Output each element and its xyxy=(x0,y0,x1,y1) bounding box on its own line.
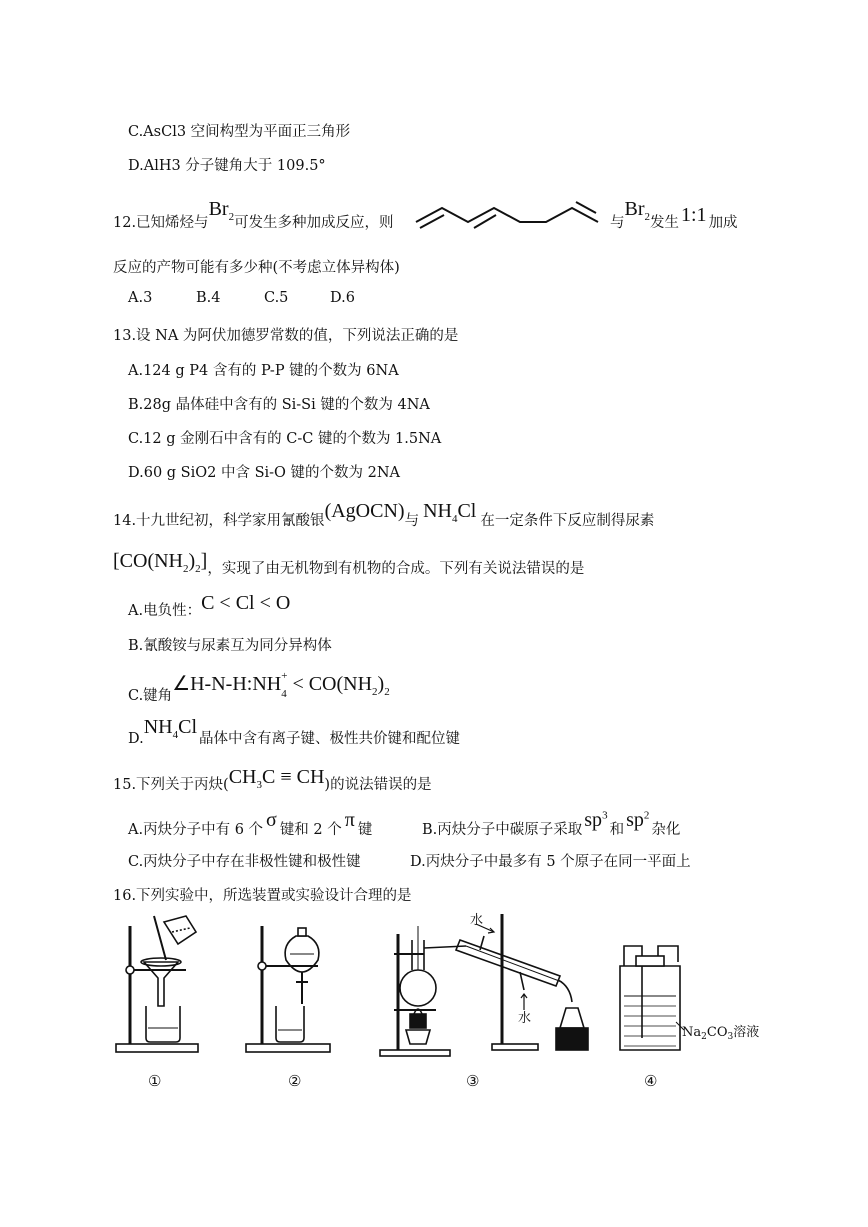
q15-stem xyxy=(113,766,432,797)
apparatus-figure xyxy=(100,910,790,1100)
stand-base-3b xyxy=(492,1044,538,1050)
q12-stem-c: 与 xyxy=(610,215,625,231)
q15-option-c: C.丙炔分子中存在非极性键和极性键 xyxy=(128,854,361,870)
q14-option-d-formula-tail: Cl xyxy=(178,716,198,738)
q15-sp3-a: sp xyxy=(584,809,603,831)
q14-option-c-formula-c: ) xyxy=(377,673,385,695)
q14-option-c xyxy=(128,670,390,709)
label-3: ③ xyxy=(466,1072,480,1090)
lamp-body xyxy=(406,1030,430,1044)
wash-bottle xyxy=(620,966,680,1050)
q14-option-c-sup: + xyxy=(281,670,288,683)
beaker-2 xyxy=(276,1006,304,1042)
q11-option-c: C.AsCl3 空间构型为平面正三角形 xyxy=(128,124,351,140)
q15-sp2 xyxy=(626,809,649,831)
q14-option-c-formula-a: ∠H-N-H:NH xyxy=(172,673,282,695)
distilling-flask xyxy=(400,970,436,1006)
q14-option-a-label: A.电负性： xyxy=(128,603,202,619)
label-4: ④ xyxy=(644,1072,658,1090)
q14-option-d xyxy=(128,716,461,751)
q15-option-a xyxy=(128,809,373,840)
q14-option-b: B.氰酸铵与尿素互为同分异构体 xyxy=(128,638,332,654)
q15-stem-b: )的说法错误的是 xyxy=(324,777,432,793)
q12-stem-a: 12.已知烯烃与 xyxy=(113,215,209,231)
q15-sp2-a: sp xyxy=(626,809,644,831)
na2co3-tail: 溶液 xyxy=(733,1025,760,1040)
q15-pi: π xyxy=(344,809,355,831)
q15-sp3 xyxy=(584,809,607,831)
q12-br2-b-sub: 2 xyxy=(644,211,650,223)
water-label-top: 水 xyxy=(470,913,484,928)
na2co3-a: Na xyxy=(682,1025,702,1040)
stand-base-3a xyxy=(380,1050,450,1056)
apparatus-2-separation xyxy=(246,926,330,1052)
q12-br2 xyxy=(208,198,235,223)
q14-option-c-formula-b: < CO(NH xyxy=(287,673,373,695)
side-arm xyxy=(424,946,466,948)
q14-option-c-sub2: 2 xyxy=(372,686,378,698)
q15-option-b-b: 和 xyxy=(609,822,625,838)
beaker-1 xyxy=(146,1006,180,1042)
q14-option-d-formula xyxy=(143,716,198,741)
q14-urea xyxy=(113,550,208,575)
q12-option-b: B.4 xyxy=(196,290,221,306)
q14-urea-sub2: 2 xyxy=(195,563,201,575)
q15-formula xyxy=(228,766,325,791)
q12-option-a: A.3 xyxy=(128,290,153,306)
q14-option-c-label: C.键角 xyxy=(128,688,173,704)
q12-br2-symbol: Br xyxy=(208,198,229,220)
label-1: ① xyxy=(148,1072,162,1090)
funnel-1 xyxy=(144,962,178,1006)
apparatus-3-distillation xyxy=(380,914,588,1056)
q14-urea-a: [CO(NH xyxy=(113,550,183,572)
q14-nh4cl-tail: Cl xyxy=(457,500,477,522)
q12-stem xyxy=(113,198,394,235)
q15-sp2-sup: 2 xyxy=(643,809,650,822)
alcohol-lamp xyxy=(410,1014,426,1028)
q13-option-a: A.124 g P4 含有的 P-P 键的个数为 6NA xyxy=(128,363,399,379)
q15-formula-sub: 3 xyxy=(256,779,263,791)
q12-stem-tail xyxy=(610,198,738,235)
q15-option-a-b: 键和 2 个 xyxy=(279,822,342,838)
q14-option-d-formula-sub: 4 xyxy=(172,729,179,741)
solution-lines xyxy=(624,1006,676,1046)
q12-options xyxy=(128,290,355,306)
label-2: ② xyxy=(288,1072,302,1090)
receiving-flask xyxy=(560,1008,584,1028)
apparatus-4-gas-washing xyxy=(620,946,684,1050)
q14-option-d-formula-a: NH xyxy=(143,716,173,738)
q14-option-d-text: 晶体中含有离子键、极性共价键和配位键 xyxy=(199,731,461,747)
q14-urea-end: ] xyxy=(200,550,208,572)
q15-option-b xyxy=(422,809,681,840)
water-label-bottom: 水 xyxy=(518,1011,532,1026)
q14-option-d-label: D. xyxy=(128,731,144,747)
q12-br2-b-symbol: Br xyxy=(624,198,645,220)
q15-stem-a: 15.下列关于丙炔( xyxy=(113,777,229,793)
na2co3-mid: CO xyxy=(706,1025,728,1040)
q15-option-b-c: 杂化 xyxy=(651,822,681,838)
octatriene-structure xyxy=(412,198,608,232)
na2co3-sub2: 3 xyxy=(727,1032,734,1042)
na2co3-label xyxy=(682,1024,759,1042)
receiving-block xyxy=(556,1028,588,1050)
q15-option-a-c: 键 xyxy=(357,822,373,838)
q15-formula-a: CH xyxy=(228,766,257,788)
pour-liquid-1 xyxy=(172,928,190,932)
q15-sp3-sup: 3 xyxy=(602,809,608,822)
q13-option-d: D.60 g SiO2 中含 Si-O 键的个数为 2NA xyxy=(128,465,401,481)
q12-stem-b: 可发生多种加成反应，则 xyxy=(234,215,394,231)
condenser xyxy=(456,940,560,986)
wash-bottle-stopper xyxy=(636,956,664,966)
q15-option-a-a: A.丙炔分子中有 6 个 xyxy=(128,822,264,838)
condenser-inner xyxy=(466,946,562,982)
q12-br2-b xyxy=(624,198,651,223)
q14-option-a-formula: C < Cl < O xyxy=(201,592,291,614)
q12-line2: 反应的产物可能有多少种(不考虑立体异构体) xyxy=(113,260,400,276)
q13-option-b: B.28g 晶体硅中含有的 Si-Si 键的个数为 4NA xyxy=(128,397,430,413)
q12-option-c: C.5 xyxy=(264,290,289,306)
q12-stem-d: 发生 xyxy=(650,215,679,231)
q11-option-d: D.AlH3 分子键角大于 109.5° xyxy=(128,158,326,174)
q14-stem-b: 与 xyxy=(404,513,420,529)
q14-nh4cl-sub: 4 xyxy=(451,513,458,525)
apparatus-1-filtration xyxy=(116,916,198,1052)
q14-stem-line2 xyxy=(113,550,585,581)
q12-option-d: D.6 xyxy=(330,290,355,306)
q14-stem xyxy=(113,500,655,533)
q12-stem-e: 加成 xyxy=(708,215,738,231)
q14-stem-c: 在一定条件下反应制得尿素 xyxy=(480,513,655,529)
q16-stem: 16.下列实验中，所选装置或实验设计合理的是 xyxy=(113,888,412,904)
stand-base-1 xyxy=(116,1044,198,1052)
adapter xyxy=(558,980,572,1002)
sep-funnel-stopper xyxy=(298,928,306,936)
stand-base-2 xyxy=(246,1044,330,1052)
q13-stem: 13.设 NA 为阿伏加德罗常数的值，下列说法正确的是 xyxy=(113,328,459,344)
q14-nh4cl-a: NH xyxy=(423,500,452,522)
q14-agocn: (AgOCN) xyxy=(324,500,405,522)
q15-sigma: σ xyxy=(266,809,277,831)
clamp-1 xyxy=(126,966,134,974)
na2co3-sub1: 2 xyxy=(701,1032,707,1042)
q14-urea-mid: ) xyxy=(188,550,196,572)
q14-stem-d: ，实现了由无机物到有机物的合成。下列有关说法错误的是 xyxy=(207,561,585,577)
q15-option-d: D.丙炔分子中最多有 5 个原子在同一平面上 xyxy=(410,854,691,870)
q14-urea-sub1: 2 xyxy=(183,563,189,575)
q14-stem-a: 14.十九世纪初，科学家用氰酸银 xyxy=(113,513,325,529)
q13-option-c: C.12 g 金刚石中含有的 C-C 键的个数为 1.5NA xyxy=(128,431,442,447)
q12-br2-sub: 2 xyxy=(228,211,235,223)
q14-option-c-formula xyxy=(172,670,390,701)
q14-option-a xyxy=(128,592,291,621)
q14-nh4cl xyxy=(423,500,477,525)
q14-option-c-sub: 4 xyxy=(281,688,287,701)
q15-formula-tail: C ≡ CH xyxy=(262,766,325,788)
q15-option-b-a: B.丙炔分子中碳原子采取 xyxy=(422,822,583,838)
q14-option-c-sub3: 2 xyxy=(384,686,390,698)
clamp-2 xyxy=(258,962,266,970)
q12-ratio: 1:1 xyxy=(681,204,707,226)
